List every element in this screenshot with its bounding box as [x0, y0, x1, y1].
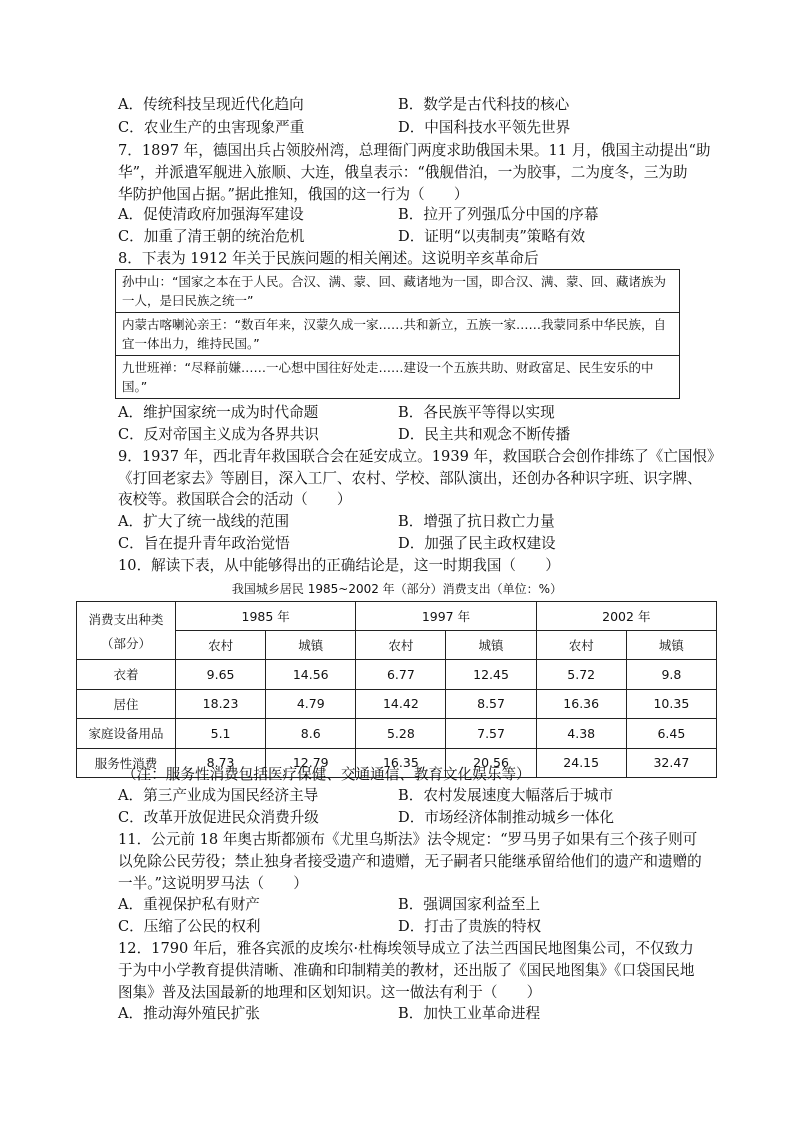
q10-option-c[interactable]: C．改革开放促进民众消费升级	[118, 809, 319, 826]
table-cell: 9.8	[626, 660, 716, 690]
table-cell: 8.57	[446, 689, 536, 719]
year-header-1997: 1997 年	[356, 602, 536, 631]
row-label: 家庭设备用品	[77, 719, 176, 749]
q7-option-a[interactable]: A．促使清政府加强海军建设	[118, 206, 304, 223]
q11-option-d[interactable]: D．打击了贵族的特权	[398, 918, 542, 935]
sub-header: 城镇	[446, 631, 536, 660]
q12-stem-line-1: 12．1790 年后，雅各宾派的皮埃尔·杜梅埃领导成立了法兰西国民地图集公司，不仅致力	[118, 940, 694, 957]
q8-quote-sun: 孙中山：“国家之本在于人民。合汉、满、蒙、回、藏诸地为一国，即合汉、满、蒙、回、藏诸族为一人，是曰民族之统一”	[116, 270, 680, 313]
corner-label-line-1: 消费支出种类	[88, 611, 164, 627]
q8-option-d[interactable]: D．民主共和观念不断传播	[398, 426, 571, 443]
q9-option-a[interactable]: A．扩大了统一战线的范围	[118, 513, 290, 530]
sub-header: 农村	[176, 631, 266, 660]
q6-option-c[interactable]: C．农业生产的虫害现象严重	[118, 119, 305, 136]
q8-quote-table	[115, 269, 680, 399]
table-cell: 8.73	[176, 748, 266, 778]
row-label: 居住	[77, 689, 176, 719]
q6-option-a[interactable]: A．传统科技呈现近代化趋向	[118, 96, 304, 113]
table-cell: 5.1	[176, 719, 266, 749]
q8-quote-prince: 内蒙古喀喇沁亲王：“数百年来，汉蒙久成一家……共和新立，五族一家……我蒙同系中华民族，自宜一体出力，维持民国。”	[116, 313, 680, 356]
q11-stem-line-3: 一半。”这说明罗马法（ ）	[118, 875, 308, 892]
q9-stem-line-2: 《打回老家去》等剧目，深入工厂、农村、学校、部队演出，还创办各种识字班、识字牌、	[118, 470, 702, 487]
table-row	[77, 689, 717, 719]
q8-quote-panchen: 九世班禅：“尽释前嫌……一心想中国往好处走……建设一个五族共助、财政富足、民生安乐的中国。”	[116, 356, 680, 399]
q8-option-a[interactable]: A．维护国家统一成为时代命题	[118, 404, 319, 421]
table-cell: 24.15	[536, 748, 626, 778]
table-cell: 20.56	[446, 748, 536, 778]
table-cell: 12.45	[446, 660, 536, 690]
q12-option-a[interactable]: A．推动海外殖民扩张	[118, 1005, 260, 1022]
table-cell: 7.57	[446, 719, 536, 749]
q9-option-b[interactable]: B．增强了抗日救亡力量	[398, 513, 555, 530]
q11-option-c[interactable]: C．压缩了公民的权利	[118, 918, 261, 935]
table-cell: 4.38	[536, 719, 626, 749]
q8-option-b[interactable]: B．各民族平等得以实现	[398, 404, 555, 421]
table-corner-header	[77, 602, 176, 660]
year-header-2002: 2002 年	[536, 602, 716, 631]
q12-stem-line-2: 于为中小学教育提供清晰、准确和印制精美的教材，还出版了《国民地图集》《口袋国民地	[118, 962, 695, 979]
sub-header: 农村	[356, 631, 446, 660]
table-cell: 8.6	[266, 719, 356, 749]
q10-option-a[interactable]: A．第三产业成为国民经济主导	[118, 787, 319, 804]
table-cell: 14.56	[266, 660, 356, 690]
q9-stem-line-3: 夜校等。救国联合会的活动（ ）	[118, 491, 352, 508]
consumption-table	[76, 601, 717, 778]
q7-option-c[interactable]: C．加重了清王朝的统治危机	[118, 228, 305, 245]
q11-option-b[interactable]: B．强调国家利益至上	[398, 896, 541, 913]
table-cell: 16.36	[536, 689, 626, 719]
sub-header: 城镇	[266, 631, 356, 660]
table-cell: 5.28	[356, 719, 446, 749]
table-cell: 14.42	[356, 689, 446, 719]
q12-option-b[interactable]: B．加快工业革命进程	[398, 1005, 541, 1022]
table-cell: 5.72	[536, 660, 626, 690]
table-cell: 12.79	[266, 748, 356, 778]
q6-option-d[interactable]: D．中国科技水平领先世界	[398, 119, 571, 136]
q7-option-b[interactable]: B．拉开了列强瓜分中国的序幕	[398, 206, 599, 223]
q7-option-d[interactable]: D．证明“以夷制夷”策略有效	[398, 228, 586, 245]
q9-stem-line-1: 9．1937 年，西北青年救国联合会在延安成立。1939 年，救国联合会创作排练了《亡国恨》	[118, 448, 722, 465]
q6-option-b[interactable]: B．数学是古代科技的核心	[398, 96, 570, 113]
table-row	[77, 660, 717, 690]
q10-option-d[interactable]: D．市场经济体制推动城乡一体化	[398, 809, 615, 826]
q11-option-a[interactable]: A．重视保护私有财产	[118, 896, 260, 913]
q10-stem: 10．解读下表，从中能够得出的正确结论是，这一时期我国（ ）	[118, 557, 560, 574]
sub-header: 城镇	[626, 631, 716, 660]
table-cell: 18.23	[176, 689, 266, 719]
q12-stem-line-3: 图集》普及法国最新的地理和区划知识。这一做法有利于（ ）	[118, 984, 542, 1001]
q7-stem-line-1: 7．1897 年，德国出兵占领胶州湾，总理衙门两度求助俄国未果。11 月，俄国主动提出“助	[118, 142, 711, 159]
table-cell: 16.35	[356, 748, 446, 778]
q9-option-d[interactable]: D．加强了民主政权建设	[398, 535, 556, 552]
sub-header: 农村	[536, 631, 626, 660]
table-cell: 6.77	[356, 660, 446, 690]
table-row	[77, 719, 717, 749]
table-cell: 9.65	[176, 660, 266, 690]
q8-stem: 8．下表为 1912 年关于民族问题的相关阐述。这说明辛亥革命后	[118, 250, 539, 267]
table-cell: 4.79	[266, 689, 356, 719]
q9-option-c[interactable]: C．旨在提升青年政治觉悟	[118, 535, 290, 552]
table-cell: 10.35	[626, 689, 716, 719]
q7-stem-line-3: 华防护他国占据。”据此推知，俄国的这一行为（ ）	[118, 186, 469, 203]
table-cell: 32.47	[626, 748, 716, 778]
row-label: 衣着	[77, 660, 176, 690]
q7-stem-line-2: 华”，并派遣军舰进入旅顺、大连，俄皇表示：“俄舰借泊，一为胶事，二为度冬，三为助	[118, 164, 688, 181]
corner-label-line-2: （部分）	[100, 635, 151, 651]
q10-table-note: （注：服务性消费包括医疗保健、交通通信、教育文化娱乐等）	[122, 766, 531, 783]
row-label: 服务性消费	[77, 748, 176, 778]
q8-option-c[interactable]: C．反对帝国主义成为各界共识	[118, 426, 319, 443]
q10-option-b[interactable]: B．农村发展速度大幅落后于城市	[398, 787, 614, 804]
year-header-1985: 1985 年	[176, 602, 356, 631]
q10-table-title: 我国城乡居民 1985~2002 年（部分）消费支出（单位：%）	[231, 582, 563, 596]
table-cell: 6.45	[626, 719, 716, 749]
q11-stem-line-1: 11．公元前 18 年奥古斯都颁布《尤里乌斯法》法令规定：“罗马男子如果有三个孩子则可	[118, 831, 698, 848]
q11-stem-line-2: 以免除公民劳役；禁止独身者接受遗产和遗赠，无子嗣者只能继承留给他们的遗产和遗赠的	[118, 853, 702, 870]
